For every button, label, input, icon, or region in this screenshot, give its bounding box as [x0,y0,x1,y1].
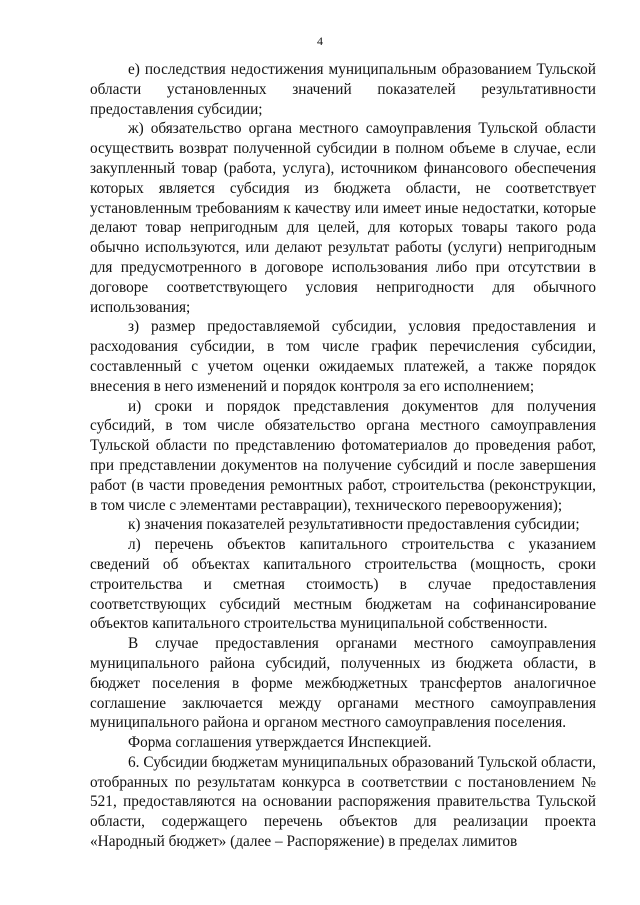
paragraph-agreement-form: Форма соглашения утверждается Инспекцией. [128,734,432,752]
paragraph-6-subsidies: 6. Субсидии бюджетам муниципальных образований Тульской области, отобранных по результатам конкурса в соответствии с постановлением № 521, предоставляются на основании распоряжения правительства Тульской области, содержащего перечень объектов для реализации проекта «Народный бюджет» (далее – Распоряжение) в пределах лимитов [90,753,596,851]
paragraph-e-consequences: е) последствия недостижения муниципальным образованием Тульской области установленных значений показателей результативности предоставления субсидии; [90,61,596,118]
paragraph-k-indicators: к) значения показателей результативности предоставления субсидии; [128,516,580,534]
paragraph-settlement-agreement: В случае предоставления органами местного самоуправления муниципального района субсидий, полученных из бюджета области, в бюджет поселения в форме межбюджетных трансфертов аналогичное соглашение заключается между органами местного самоуправления муниципального района и органом местного самоуправления поселения. [90,635,596,732]
paragraph-z-subsidy-amount: з) размер предоставляемой субсидии, условия предоставления и расходования субсидии, в том числе график перечисления субсидии, составленный с учетом оценки ожидаемых платежей, а также порядок внесения в него изменений и порядок контроля за его исполнением; [90,318,596,395]
document-body [90,60,596,852]
paragraph-l-construction-objects: л) перечень объектов капитального строительства с указанием сведений об объектах капитального строительства (мощность, сроки строительства и сметная стоимость) в случае предоставления соответствующих субсидий местным бюджетам на софинансирование объектов капитального строительства муниципальной собственности. [90,536,596,633]
paragraph-i-document-deadlines: и) сроки и порядок представления документов для получения субсидий, в том числе обязательство органа местного самоуправления Тульской области по представлению фотоматериалов до проведения работ, при представлении документов на получение субсидий и после завершения работ (в части проведения ремонтных работ, строительства (реконструкции, в том числе с элементами реставрации), технического перевооружения); [90,397,596,514]
paragraph-zh-refund-obligation: ж) обязательство органа местного самоуправления Тульской области осуществить возврат полученной субсидии в полном объеме в случае, если закупленный товар (работа, услуга), источником финансового обеспечения которых является субсидия из бюджета области, не соответствует установленным требованиям к качеству или имеет иные недостатки, которые делают товар непригодным для целей, для которых товары такого рода обычно используются, или делают результат работы (услуги) непригодным для предусмотренного в договоре использования либо при отсутствии в договоре соответствующего условия непригодности для обычного использования; [90,120,596,316]
page-number: 4 [317,34,323,48]
